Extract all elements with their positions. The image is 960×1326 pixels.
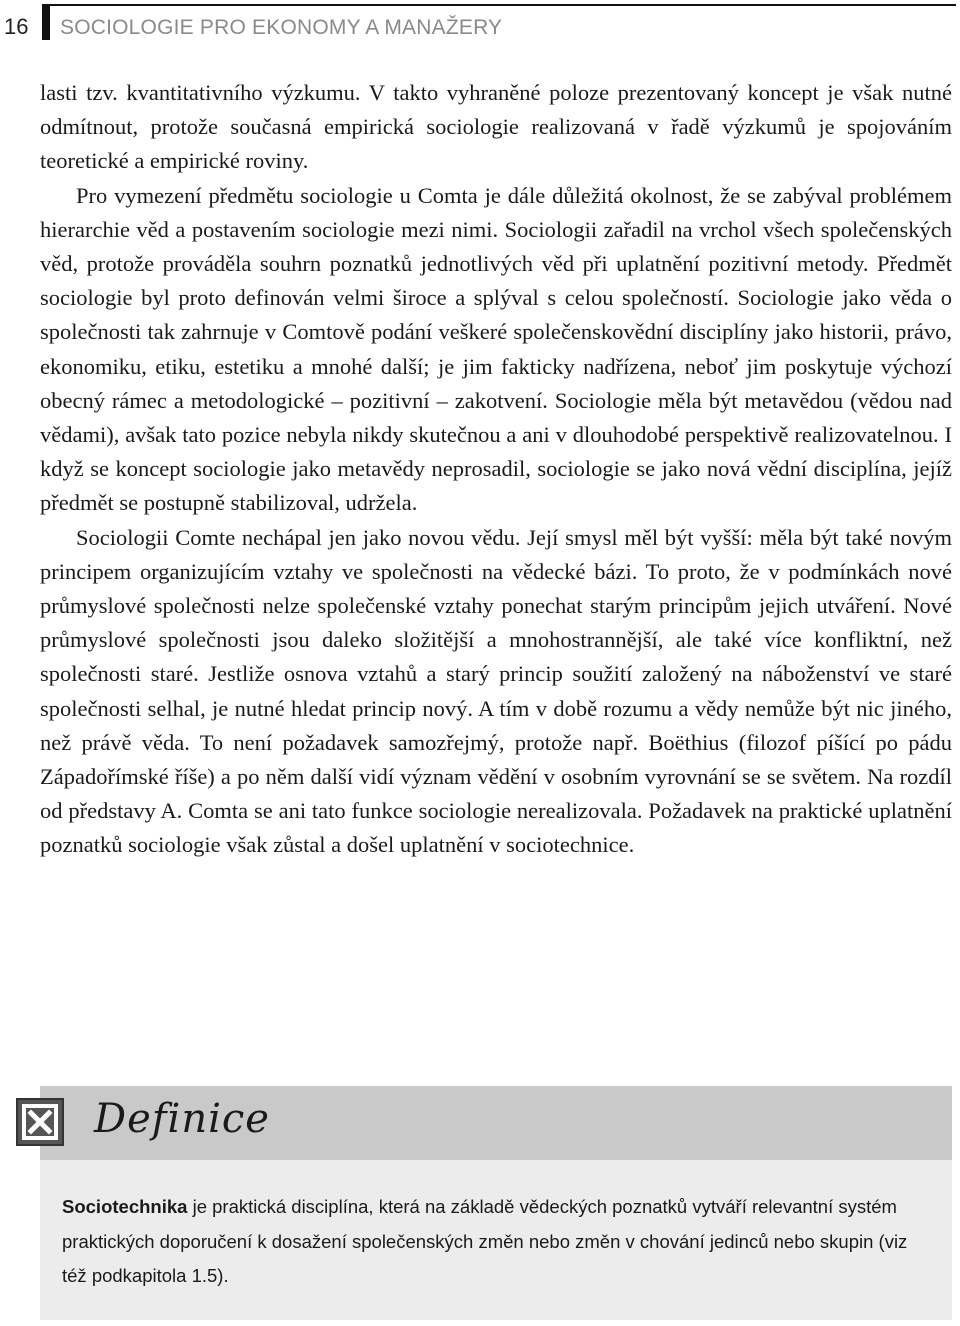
running-title: SOCIOLOGIE PRO EKONOMY A MANAŽERY [60,16,503,39]
definition-text [62,1190,934,1294]
definition-title: Definice [94,1096,270,1142]
page-number: 16 [4,14,29,39]
paragraph-3: Sociologii Comte nechápal jen jako novou vědu. Její smysl měl být vyšší: měla být také novým principem organizujícím vztahy ve společnosti na vědecké bázi. To proto, že v podmínkách nové průmyslové společnosti nelze společenské vztahy ponechat starým principům jejich utváření. Nové průmyslové společnosti jsou daleko složitější a mnohostrannější, ale také více konfliktní, než společnosti staré. Jestliže osnova vztahů a starý princip soužití založený na náboženství ve staré společnosti selhal, je nutné hledat princip nový. A tím v době rozumu a vědy nemůže být nic jiného, než právě věda. To není požadavek samozřejmý, protože např. Boëthius (filozof píšící po pádu Západořímské říše) a po něm další vidí význam vědění v osobním vyrovnání se se světem. Na rozdíl od představy A. Comta se ani tato funkce sociologie nerealizovala. Požadavek na praktické uplatnění poznatků sociologie však zůstal a došel uplatnění v sociotechnice. [40,524,952,858]
page-header [0,0,960,60]
paragraph-2: Pro vymezení předmětu sociologie u Comta je dále důležitá okolnost, že se zabýval problémem hierarchie věd a postavením sociologie mezi nimi. Sociologii zařadil na vrchol všech společenských věd, protože prováděla souhrn poznatků jednotlivých věd při uplatnění pozitivní metody. Předmět sociologie byl proto definován velmi široce a splýval s celou společností. Sociologie jako věda o společnosti tak zahrnuje v Comtově podání veškeré společenskovědní disciplíny jako historii, právo, ekonomiku, etiku, estetiku a mnohé další; je jim fakticky nadřízena, neboť jim poskytuje výchozí obecný rámec a metodologické – pozitivní – zakotvení. Sociologie měla být metavědou (vědou nad vědami), avšak tato pozice nebyla nikdy skutečnou a ani v dlouhodobé perspektivě realizovatelnou. I když se koncept sociologie jako metavědy neprosadil, sociologie se jako nová vědní disciplína, jejíž předmět se postupně stabilizoval, udržela. [40,182,952,516]
header-rule-vertical [42,4,50,40]
paragraph-1: lasti tzv. kvantitativního výzkumu. V takto vyhraněné poloze prezentovaný koncept je však nutné odmítnout, protože současná empirická sociologie realizovaná v řadě výzkumů je spojováním teoretické a empirické roviny. [40,80,952,174]
body-text [40,76,952,863]
definition-term: Sociotechnika [62,1196,188,1217]
definition-description: je praktická disciplína, která na základě vědeckých poznatků vytváří relevantní systém praktických doporučení k dosažení společenských změn nebo změn v chování jedinců nebo skupin (viz též podkapitola 1.5). [62,1196,908,1286]
header-rule-horizontal [42,4,956,6]
close-box-icon [16,1098,64,1146]
